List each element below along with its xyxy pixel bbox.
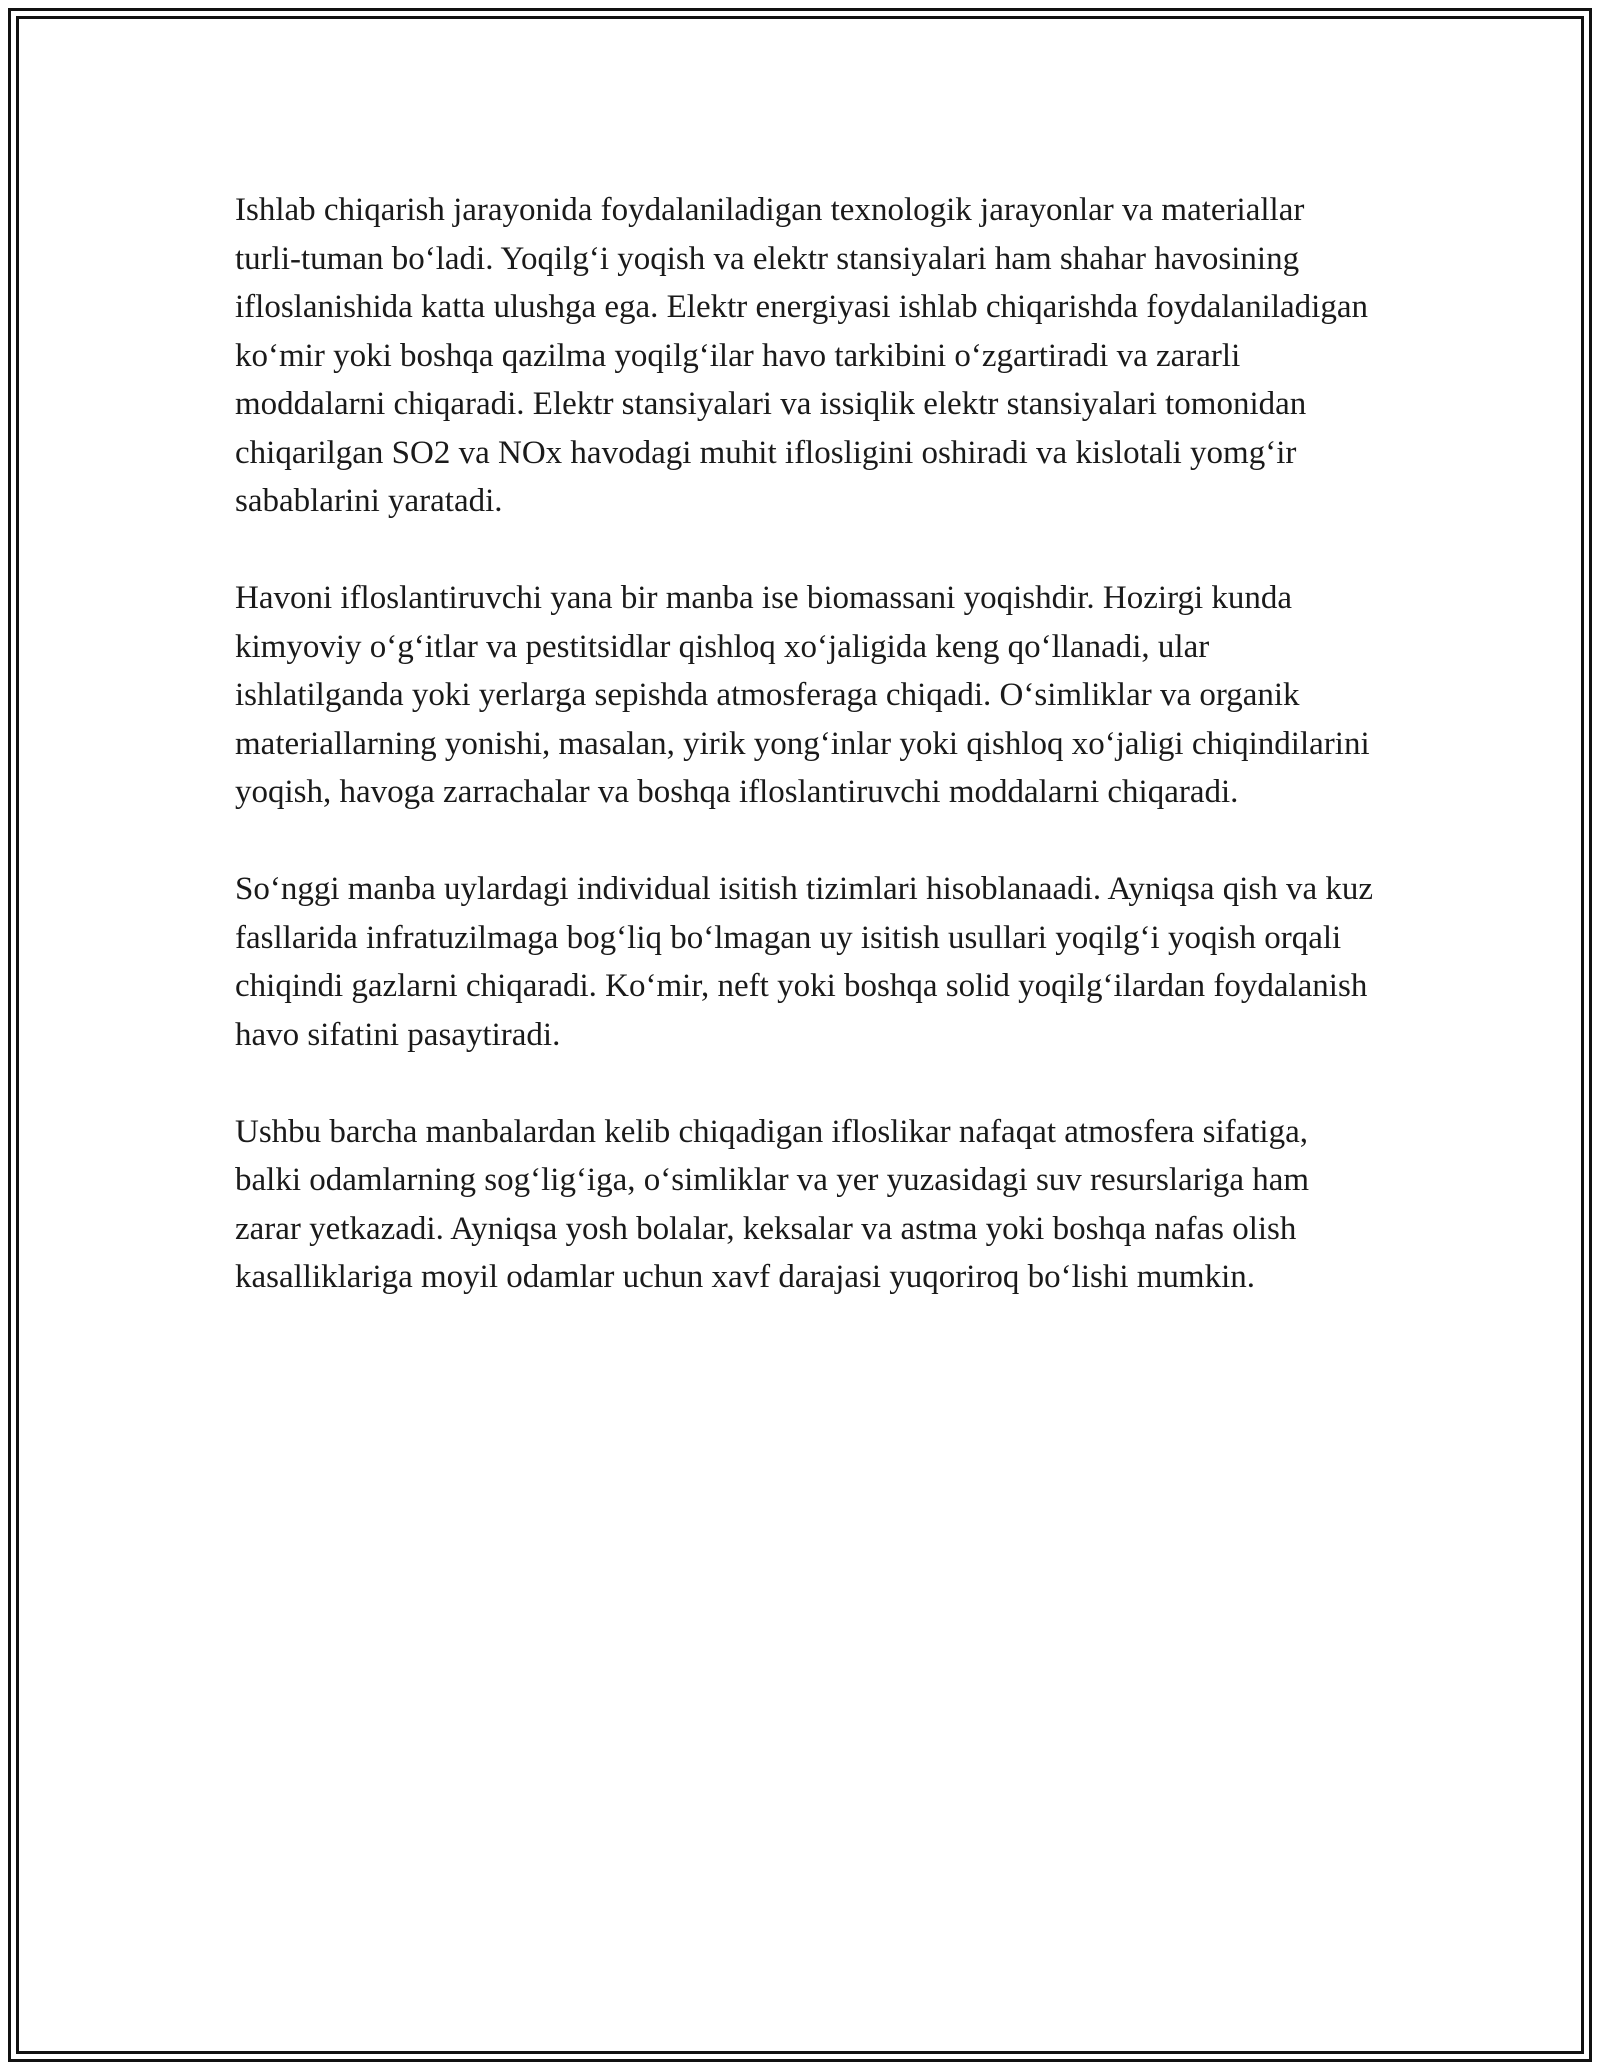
- document-body: [235, 186, 1375, 1350]
- paragraph-3: Soʻnggi manba uylardagi individual isitish tizimlari hisoblanaadi. Ayniqsa qish va kuz fasllarida infratuzilmaga bogʻliq boʻlmagan uy isitish usullari yoqilgʻi yoqish orqali chiqindi gazlarni chiqaradi. Koʻmir, neft yoki boshqa solid yoqilgʻilardan foydalanish havo sifatini pasaytiradi.: [235, 871, 1374, 1053]
- paragraph-1: Ishlab chiqarish jarayonida foydalaniladigan texnologik jarayonlar va materiallar turli-tuman boʻladi. Yoqilgʻi yoqish va elektr stansiyalari ham shahar havosining ifloslanishida katta ulushga ega. Elektr energiyasi ishlab chiqarishda foydalaniladigan koʻmir yoki boshqa qazilma yoqilgʻilar havo tarkibini oʻzgartiradi va zararli moddalarni chiqaradi. Elektr stansiyalari va issiqlik elektr stansiyalari tomonidan chiqarilgan SO2 va NOx havodagi muhit iflosligini oshiradi va kislotali yomgʻir sabablarini yaratadi.: [235, 192, 1368, 519]
- paragraph-2: Havoni ifloslantiruvchi yana bir manba ise biomassani yoqishdir. Hozirgi kunda kimyoviy oʻgʻitlar va pestitsidlar qishloq xoʻjaligida keng qoʻllanadi, ular ishlatilganda yoki yerlarga sepishda atmosferaga chiqadi. Oʻsimliklar va organik materiallarning yonishi, masalan, yirik yongʻinlar yoki qishloq xoʻjaligi chiqindilarini yoqish, havoga zarrachalar va boshqa ifloslantiruvchi moddalarni chiqaradi.: [235, 580, 1370, 810]
- paragraph-4: Ushbu barcha manbalardan kelib chiqadigan ifloslikar nafaqat atmosfera sifatiga, balki odamlarning sogʻligʻiga, oʻsimliklar va yer yuzasidagi suv resurslariga ham zarar yetkazadi. Ayniqsa yosh bolalar, keksalar va astma yoki boshqa nafas olish kasalliklariga moyil odamlar uchun xavf darajasi yuqoriroq boʻlishi mumkin.: [235, 1113, 1310, 1295]
